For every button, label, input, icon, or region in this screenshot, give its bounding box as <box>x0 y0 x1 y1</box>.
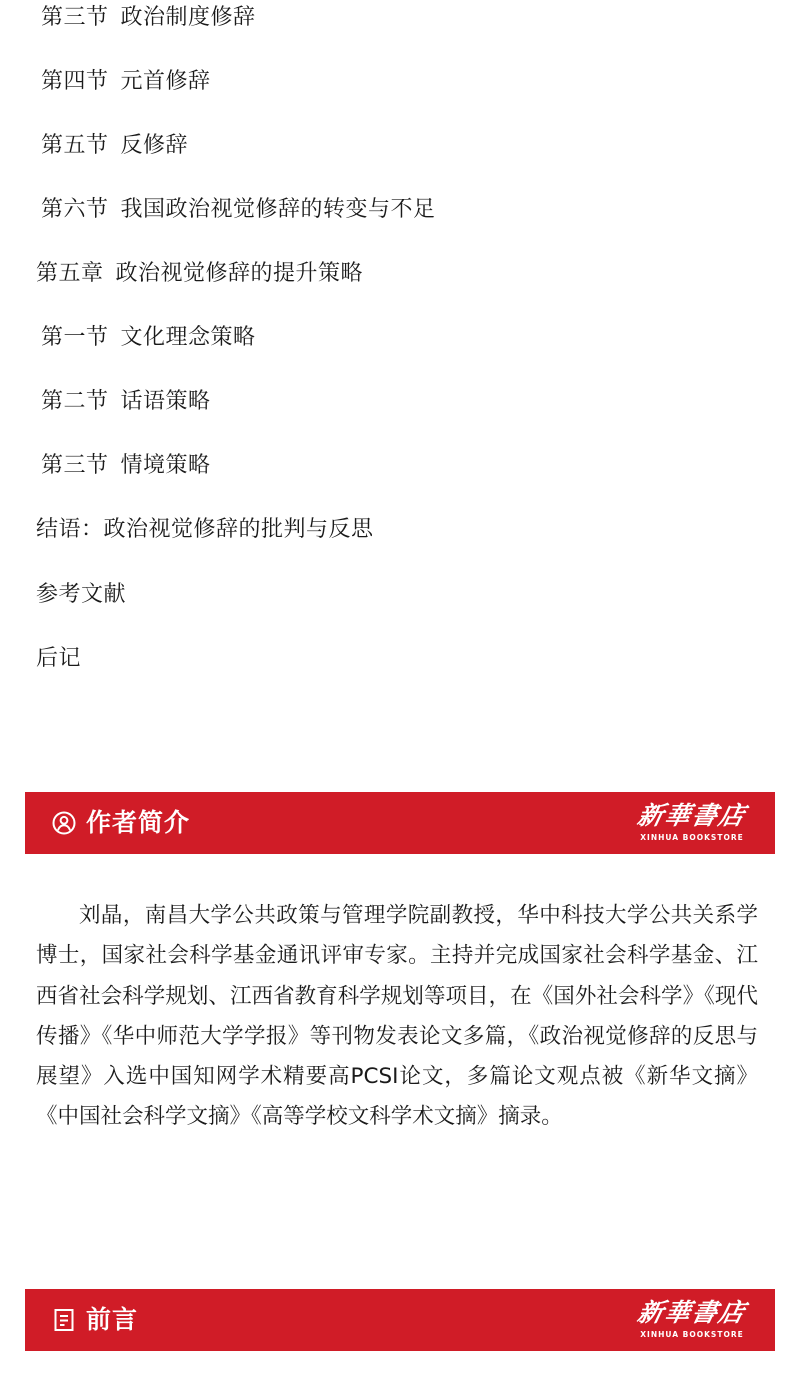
toc-item-title: 结语：政治视觉修辞的批判与反思 <box>36 517 374 542</box>
toc-item-title: 我国政治视觉修辞的转变与不足 <box>120 197 436 222</box>
section-title: 前言 <box>86 1305 139 1334</box>
toc-item <box>41 195 436 225</box>
toc-item <box>41 451 211 481</box>
xinhua-bookstore-logo <box>635 1298 750 1344</box>
toc-item <box>41 3 256 33</box>
toc-item-title: 元首修辞 <box>120 69 211 94</box>
brand-name-cn: 新華書店 <box>635 1298 750 1327</box>
toc-item-number: 第三节 <box>41 5 109 30</box>
toc-item-title: 话语策略 <box>120 389 211 414</box>
toc-item <box>41 387 211 417</box>
toc-item <box>36 644 81 674</box>
toc-item-number: 第六节 <box>41 197 109 222</box>
toc-item <box>36 580 126 610</box>
toc-item-number: 第五节 <box>41 133 109 158</box>
brand-name-en: XINHUA BOOKSTORE <box>640 833 744 842</box>
toc-item-number: 第四节 <box>41 69 109 94</box>
author-bio: 刘晶，南昌大学公共政策与管理学院副教授，华中科技大学公共关系学博士，国家社会科学基金通讯评审专家。主持并完成国家社会科学基金、江西省社会科学规划、江西省教育科学规划等项目，在《国外社会科学》《现代传播》《华中师范大学学报》等刊物发表论文多篇，《政治视觉修辞的反思与展望》入选中国知网学术精要高PCSI论文，多篇论文观点被《新华文摘》《中国社会科学文摘》《高等学校文科学术文摘》摘录。 <box>36 903 759 1130</box>
toc-item-title: 文化理念策略 <box>120 325 256 350</box>
toc-item-title: 情境策略 <box>120 453 211 478</box>
toc-item-title: 后记 <box>36 646 82 671</box>
document-icon <box>52 1308 76 1332</box>
toc-item-number: 第一节 <box>41 325 109 350</box>
toc-item <box>41 131 188 161</box>
author-section-header <box>25 792 775 854</box>
toc-item-number: 第二节 <box>41 389 109 414</box>
preface-section-header <box>25 1289 775 1351</box>
toc-item-number: 第三节 <box>41 453 109 478</box>
section-title: 作者简介 <box>86 808 191 837</box>
toc-item <box>41 323 256 353</box>
toc-item-title: 政治视觉修辞的提升策略 <box>115 261 364 286</box>
person-circle-icon <box>52 811 76 835</box>
xinhua-bookstore-logo <box>635 801 750 847</box>
toc-item <box>36 259 363 289</box>
toc-item-title: 政治制度修辞 <box>120 5 256 30</box>
brand-name-en: XINHUA BOOKSTORE <box>640 1330 744 1339</box>
toc-item <box>36 515 374 545</box>
toc-item-number: 第五章 <box>36 261 104 286</box>
brand-name-cn: 新華書店 <box>635 801 750 830</box>
toc-item-title: 参考文献 <box>36 582 127 607</box>
toc-item <box>41 67 211 97</box>
toc-item-title: 反修辞 <box>120 133 189 158</box>
